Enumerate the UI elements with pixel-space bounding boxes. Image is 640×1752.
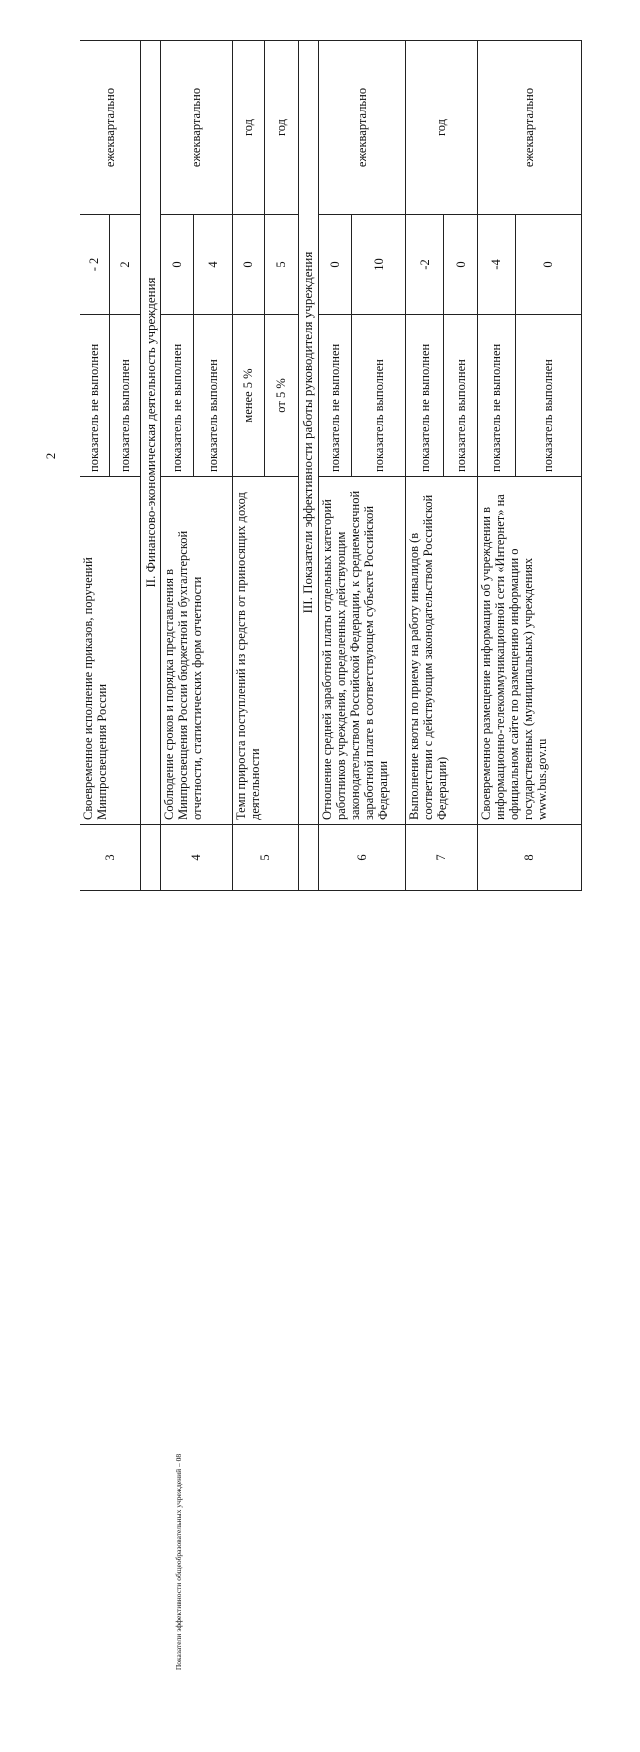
condition-cell: показатель выполнен [515,315,581,477]
condition-cell: от 5 % [265,315,299,477]
period-cell: ежеквартально [318,41,405,215]
condition-cell: показатель не выполнен [318,315,352,477]
row-number: 3 [80,825,140,891]
condition-cell: показатель выполнен [109,315,140,477]
indicators-table [80,40,582,891]
points-cell: 0 [318,215,352,315]
table-row [80,41,109,891]
condition-cell: показатель не выполнен [406,315,444,477]
section-spacer [140,825,160,891]
row-number: 5 [232,825,298,891]
table-row [477,41,515,891]
points-cell: 0 [161,215,193,315]
period-cell: ежеквартально [161,41,233,215]
condition-cell: показатель выполнен [352,315,406,477]
row-number: 8 [477,825,581,891]
points-cell: 4 [193,215,232,315]
row-number: 4 [161,825,233,891]
period-cell: ежеквартально [80,41,140,215]
indicator-name: Своевременное размещение информации об учреждении в информационно-телекоммуникационной сети «Интернет» на официальном сайте по размещению информации о государственных (муниципальных) учреждениях www.bus.gov.ru [477,477,581,825]
condition-cell: показатель не выполнен [161,315,193,477]
condition-cell: показатель выполнен [193,315,232,477]
points-cell: 0 [515,215,581,315]
points-cell: 5 [265,215,299,315]
rotated-table-container [80,41,582,891]
points-cell: -4 [477,215,515,315]
table-row [406,41,444,891]
indicator-name: Темп прироста поступлений из средств от приносящих доход деятельности [232,477,298,825]
table-row [318,41,352,891]
condition-cell: показатель выполнен [444,315,478,477]
condition-cell: менее 5 % [232,315,264,477]
indicator-name: Выполнение квоты по приему на работу инвалидов (в соответствии с действующим законодательством Российской Федерации) [406,477,478,825]
row-number: 6 [318,825,405,891]
points-cell: -2 [406,215,444,315]
condition-cell: показатель не выполнен [80,315,109,477]
condition-cell: показатель не выполнен [477,315,515,477]
section-spacer [298,825,318,891]
table-row [232,41,264,891]
section-heading: III. Показатели эффективности работы руководителя учреждения [298,41,318,825]
section-row [298,41,318,891]
page-number: 2 [43,452,58,460]
period-cell: год [232,41,264,215]
points-cell: - 2 [80,215,109,315]
row-number: 7 [406,825,478,891]
points-cell: 10 [352,215,406,315]
points-cell: 0 [232,215,264,315]
section-row [140,41,160,891]
indicator-name: Соблюдение сроков и порядка представления в Минпросвещения России бюджетной и бухгалтерской отчетности, статистических форм отчетности [161,477,233,825]
indicator-name: Своевременное исполнение приказов, поручений Минпросвещения России [80,477,140,825]
section-heading: II. Финансово-экономическая деятельность учреждения [140,41,160,825]
points-cell: 2 [109,215,140,315]
footer-text: Показатели эффективности общеобразовательных учреждений – 08 [174,1453,183,1671]
table-row [161,41,193,891]
indicator-name: Отношение средней заработной платы отдельных категорий работников учреждения, определенных действующим законодательством Российской Федерации, к среднемесячной заработной плате в соответствующем субъекте Российской Федерации [318,477,405,825]
points-cell: 0 [444,215,478,315]
period-cell: ежеквартально [477,41,581,215]
period-cell: год [406,41,478,215]
period-cell: год [265,41,299,215]
